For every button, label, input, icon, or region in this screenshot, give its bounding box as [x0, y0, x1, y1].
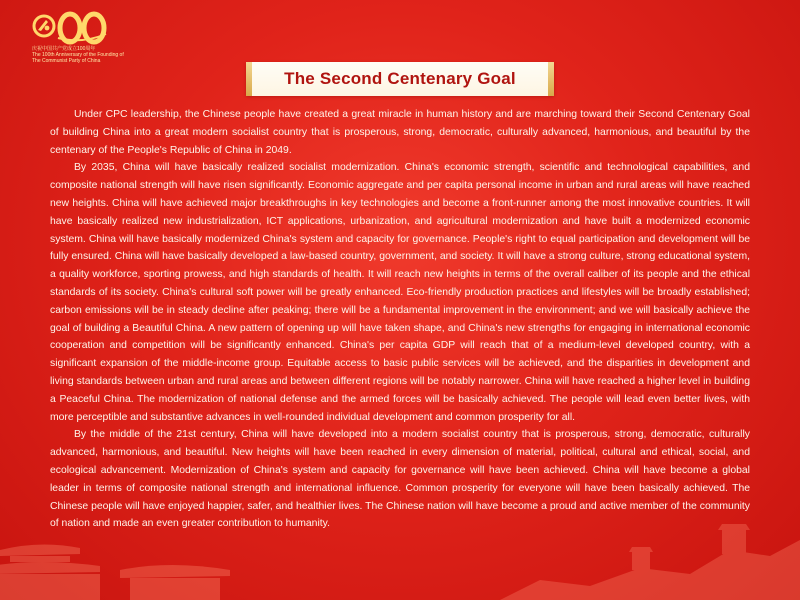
- body-text: [50, 106, 750, 533]
- page-title: The Second Centenary Goal: [284, 69, 516, 88]
- centenary-logo: [32, 8, 124, 66]
- paragraph-3: By the middle of the 21st century, China will have developed into a modern socialist country that is prosperous, strong, democratic, culturally advanced, harmonious, and beautiful. New heights will have been reached in every dimension of material, political, cultural and ethical, social, and ecological advancement. Modernization of China's system and capacity for governance will have been achieved. China will have become a global leader in terms of composite national strength and international influence. Common prosperity for everyone will have been basically achieved. The Chinese people will have enjoyed happier, safer, and healthier lives. The Chinese nation will have become a proud and active member of the community of nation and made an even greater contribution to humanity.: [50, 429, 750, 530]
- pavilion-silhouette-icon: [0, 480, 260, 600]
- great-wall-silhouette-icon: [500, 490, 800, 600]
- logo-caption-line-1: 庆祝中国共产党成立100周年: [32, 46, 96, 52]
- paragraph-2: By 2035, China will have basically realized socialist modernization. China's economic strength, scientific and technological capabilities, and composite national strength will have risen significantly. Economic aggregate and per capita personal income in urban and rural areas will have reached new heights. China will have achieved major breakthroughs in key technologies and become a front-runner among the most innovative countries. It will have basically realized new industrialization, ICT applications, urbanization, and agricultural modernization and have built a modernized economic system. China will have basically modernized China's system and capacity for governance. People's right to equal participation and development will be fully ensured. China will have basically developed a law-based country, government, and society. It will have a strong culture, strong educational system, a quality workforce, sporting prowess, and high standards of health. It will reach new heights in terms of the overall caliber of its people and the ethical standards of its society. China's cultural soft power will be greatly enhanced. Eco-friendly production practices and lifestyles will be broadly established; carbon emissions will be in steady decline after peaking; there will be a fundamental improvement in the environment; and we will basically achieve the goal of building a Beautiful China. A new pattern of opening up will have taken shape, and China's new strengths for engaging in international economic cooperation and competition will be significantly enhanced. China's per capita GDP will reach that of a medium-level developed country, with a significant expansion of the middle-income group. Equitable access to basic public services will be achieved, and the disparities in development and living standards between urban and rural areas and between different regions will be notably narrower. China will have reached a higher level in building a Peaceful China. The modernization of national defense and the armed forces will be basically achieved. The people will lead even better lives, with more perceptible and substantive advances in well-rounded individual development and common prosperity for all.: [50, 162, 750, 423]
- title-banner: [246, 62, 554, 96]
- paragraph-1: Under CPC leadership, the Chinese people have created a great miracle in human history and are marching toward their Second Centenary Goal of building China into a great modern socialist country that is prosperous, strong, democratic, culturally advanced, harmonious, and beautiful by the centenary of the People's Republic of China in 2049.: [50, 109, 750, 156]
- logo-caption-line-2: The 100th Anniversary of the Founding of: [32, 52, 124, 58]
- centenary-emblem-icon: [32, 8, 112, 48]
- logo-caption: [32, 46, 122, 64]
- logo-caption-line-3: The Communist Party of China: [32, 58, 101, 64]
